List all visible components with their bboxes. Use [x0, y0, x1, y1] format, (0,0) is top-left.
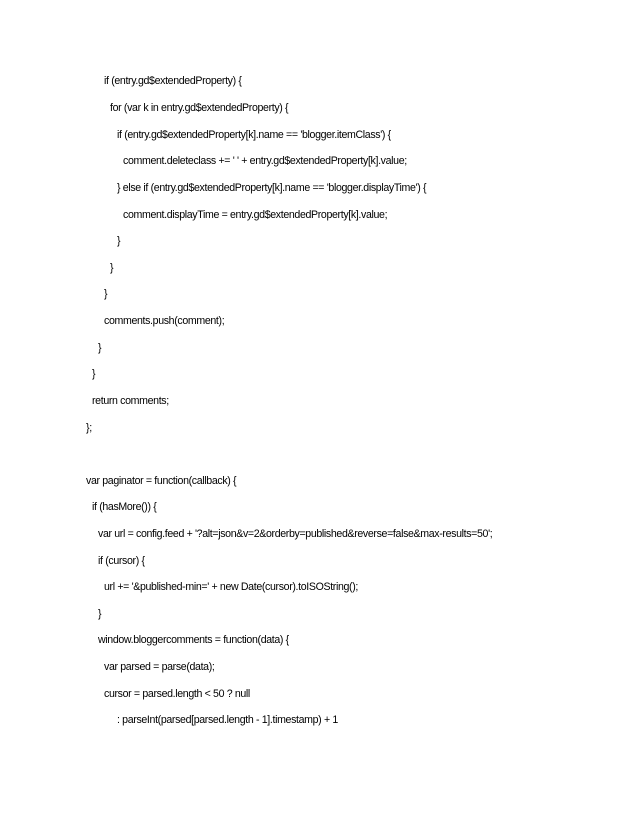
code-line: for (var k in entry.gd$extendedProperty) { [110, 102, 289, 114]
code-line: } [98, 608, 102, 620]
code-line: url += '&published-min=' + new Date(cursor).toISOString(); [104, 581, 359, 593]
code-line: } [98, 342, 102, 354]
code-line: } [104, 288, 108, 300]
code-line: cursor = parsed.length < 50 ? null [104, 688, 250, 700]
code-line: if (hasMore()) { [92, 501, 157, 513]
code-line: } else if (entry.gd$extendedProperty[k].name == 'blogger.displayTime') { [117, 182, 427, 194]
code-line: comment.displayTime = entry.gd$extendedProperty[k].value; [123, 209, 388, 221]
code-line: } [117, 235, 121, 247]
code-line: } [110, 262, 114, 274]
code-line: if (cursor) { [98, 555, 145, 567]
code-line: : parseInt(parsed[parsed.length - 1].timestamp) + 1 [117, 714, 338, 726]
code-line: comments.push(comment); [104, 315, 225, 327]
code-line: } [92, 368, 96, 380]
code-line: if (entry.gd$extendedProperty[k].name == 'blogger.itemClass') { [117, 129, 391, 141]
code-line: var parsed = parse(data); [104, 661, 215, 673]
code-line: comment.deleteclass += ' ' + entry.gd$extendedProperty[k].value; [123, 155, 407, 167]
code-line: return comments; [92, 395, 169, 407]
code-line: window.bloggercomments = function(data) { [98, 634, 289, 646]
code-line: }; [86, 422, 92, 434]
code-line: var url = config.feed + '?alt=json&v=2&orderby=published&reverse=false&max-results=50'; [98, 528, 493, 540]
code-line: var paginator = function(callback) { [86, 475, 237, 487]
code-line: if (entry.gd$extendedProperty) { [104, 75, 242, 87]
